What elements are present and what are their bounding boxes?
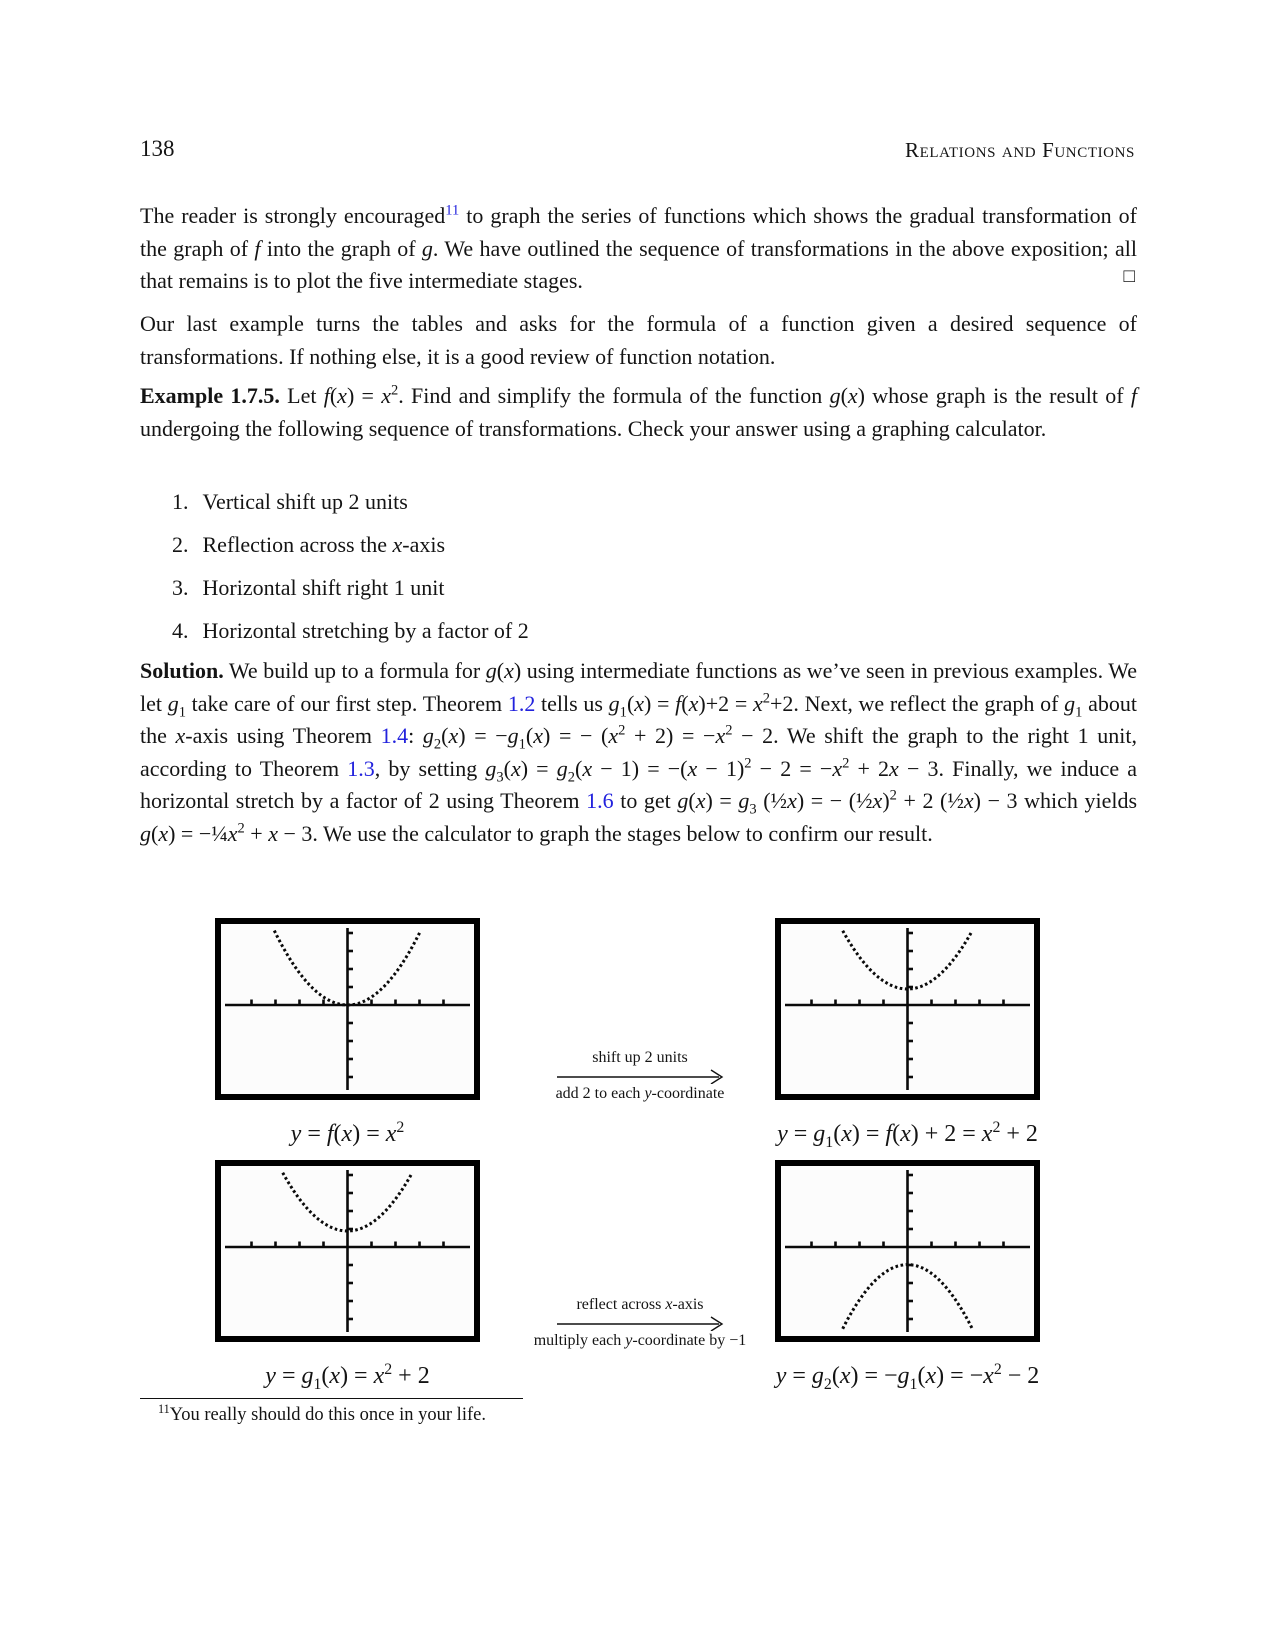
graph-of-x-squared [215,918,480,1100]
calculator-graph-g2 [775,1160,1040,1342]
calculator-graph-g1-again [215,1160,480,1342]
example-paragraph [140,380,1137,445]
transformation-step-1 [172,487,1072,517]
footnote-ref-11[interactable]: 11 [445,202,460,219]
example-label: Example 1.7.5. [140,383,280,408]
step-number: 4. [172,618,189,643]
calculator-graph-f [215,918,480,1100]
theorem-1-3-link[interactable]: 1.3 [347,755,375,781]
arrow-1-bottom-label: add 2 to each y-coordinate [555,1085,725,1102]
graph-label-g2: $y = g_2(x) = -g_1(x) = -x^2 - 2$ [775,1361,1040,1393]
transformation-step-2 [172,530,1072,560]
step-text: Vertical shift up 2 units [202,489,408,514]
calculator-graph-g1 [775,918,1040,1100]
step-number: 3. [172,575,189,600]
right-arrow-icon [553,1068,728,1084]
theorem-1-4-link[interactable]: 1.4 [380,723,409,749]
right-arrow-icon [553,1315,728,1331]
graph-label-g1-short: $y = g_1(x) = x^2 + 2$ [265,1361,430,1393]
qed-box: □ [1123,266,1135,288]
theorem-1-2-link[interactable]: 1.2 [507,690,536,716]
arrow-2-top-label: reflect across x-axis [576,1296,704,1313]
solution-body: We build up to a formula for g(x) using intermediate functions as we’ve seen in previous examples. We let $g_1$ take care of our first step. Theorem 1.2 tells us $g_1(x) = f(x)+2 = x^2+2$. Next, we reflect the graph of $g_1$ about the x-axis using Theorem 1.4: $g_2(x) = -g_1(x)$ = − $(x^2 + 2) = -x^2 - 2$. We shift the graph to the right 1 unit, according to Theorem 1.3, by setting $g_3(x) = g_2(x - 1) = -(x - 1)^2 - 2 = -x^2 + 2x - 3$. Finally, we induce a horizontal stretch by a factor of 2 using Theorem 1.6 to get $g(x) = g_3$ (½x) = − (½x)$^2$ + 2 (½x) − 3 which yields $g(x) = -\frac{1}{4}x^2 + x - 3$. We use the calculator to graph the stages below to confirm our result. [140,658,1138,846]
transformation-step-3 [172,573,1072,603]
graph-of-negative-x-squared-minus-2 [775,1160,1040,1342]
footnote [158,1401,1058,1426]
graph-label-g1-full: $y = g_1(x) = f(x) + 2 = x^2 + 2$ [777,1119,1038,1151]
step-text: Reflection across the x-axis [202,532,446,557]
footnote-text: You really should do this once in your life. [169,1405,486,1425]
intro-paragraph-2: Our last example turns the tables and asks for the formula of a function given a desired sequence of transformations. If nothing else, it is a good review of function notation. [140,311,1137,369]
footnote-marker: 11 [158,1401,170,1416]
step-number: 2. [172,532,189,557]
transformation-arrow-2 [500,1295,780,1350]
arrow-1-top-label: shift up 2 units [592,1049,688,1066]
solution-paragraph [140,655,1137,851]
transformation-step-4 [172,616,1072,646]
page-number: 138 [140,136,175,161]
graph-label-f: $y = f(x) = x^2$ [290,1119,405,1147]
step-text: Horizontal shift right 1 unit [202,575,445,600]
footnote-rule [140,1398,523,1399]
graph-of-x-squared-plus-2 [775,918,1040,1100]
graph-of-x-squared-plus-2 [215,1160,480,1342]
solution-label: Solution. [140,658,224,683]
arrow-2-bottom-label: multiply each y-coordinate by −1 [533,1332,747,1349]
example-body: Let $f(x) = x^2$. Find and simplify the formula of the function g(x) whose graph is the result of f undergoing the following sequence of transformations. Check your answer using a graphing calculator. [140,382,1137,441]
step-text: Horizontal stretching by a factor of 2 [202,618,529,643]
intro-paragraph-1 [140,200,1137,298]
step-number: 1. [172,489,189,514]
theorem-1-6-link[interactable]: 1.6 [586,788,614,814]
intro-paragraph-1-text: The reader is strongly encouraged$^{11}$ to graph the series of functions which shows the gradual transformation of the graph of f into the graph of g. We have outlined the sequence of transformations in the above exposition; all that remains is to plot the five intermediate stages. [140,202,1137,294]
running-header: Relations and Functions [905,138,1135,162]
transformation-arrow-1 [515,1048,765,1103]
